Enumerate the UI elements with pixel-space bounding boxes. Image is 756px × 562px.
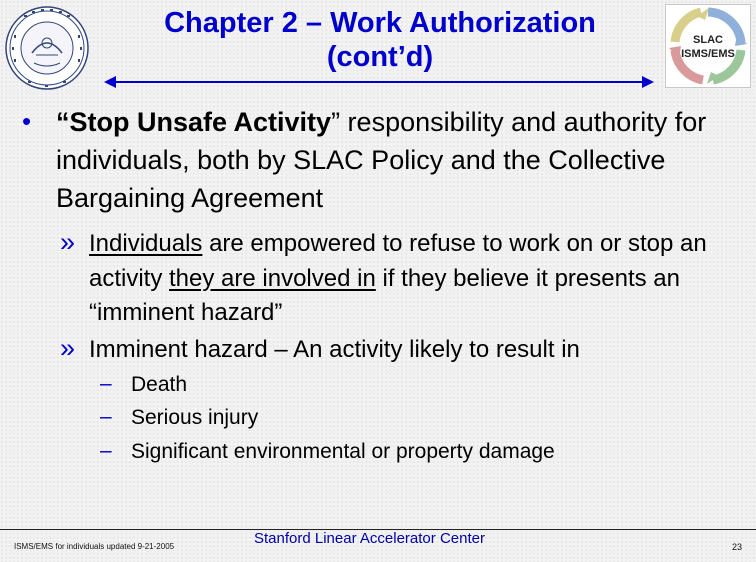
hazard-text: Serious injury bbox=[131, 406, 259, 429]
chevron-bullet-icon: » bbox=[60, 333, 76, 363]
slide-title-line2: (cont’d) bbox=[326, 41, 434, 73]
sub-point-1-b: are empowered to refuse to work on or stop an activity bbox=[89, 230, 707, 292]
sub-point-1-d: if they believe it presents an “imminent hazard” bbox=[89, 264, 680, 326]
footer-organization: Stanford Linear Accelerator Center bbox=[254, 530, 485, 547]
main-bullet-point bbox=[22, 103, 732, 217]
hazard-text: Significant environmental or property damage bbox=[131, 440, 555, 463]
sub-point-1-a: Individuals bbox=[89, 230, 203, 257]
bullet-dot-icon: • bbox=[22, 106, 32, 136]
sub-point-1-c: they are involved in bbox=[169, 264, 376, 292]
slac-isms-ems-logo-icon bbox=[665, 4, 751, 88]
logo-text-slac: SLAC bbox=[693, 34, 723, 46]
footer-left-note: ISMS/EMS for individuals updated 9-21-2005 bbox=[14, 542, 175, 551]
sub-point-imminent-hazard bbox=[60, 333, 730, 368]
main-point-text: ” responsibility and authority for individuals, both by SLAC Policy and the Collective Bargaining Agreement bbox=[56, 107, 707, 213]
doe-seal-icon bbox=[4, 5, 90, 91]
sub-point-individuals bbox=[60, 227, 730, 331]
slide-title bbox=[110, 6, 650, 74]
dash-bullet-icon: – bbox=[100, 405, 112, 428]
chevron-bullet-icon: » bbox=[60, 227, 76, 257]
dash-bullet-icon: – bbox=[100, 372, 112, 395]
hazard-item bbox=[100, 437, 720, 467]
sub-point-2-text: Imminent hazard – An activity likely to result in bbox=[89, 336, 580, 363]
dash-bullet-icon: – bbox=[100, 439, 112, 462]
hazard-item bbox=[100, 403, 720, 433]
slide-title-line1: Chapter 2 – Work Authorization bbox=[164, 7, 596, 39]
hazard-item bbox=[100, 370, 720, 400]
page-number: 23 bbox=[732, 542, 743, 552]
double-arrow-icon bbox=[104, 75, 654, 89]
hazard-text: Death bbox=[131, 373, 188, 396]
logo-text-isms: ISMS/EMS bbox=[681, 48, 735, 60]
main-point-bold: “Stop Unsafe Activity bbox=[56, 107, 332, 137]
